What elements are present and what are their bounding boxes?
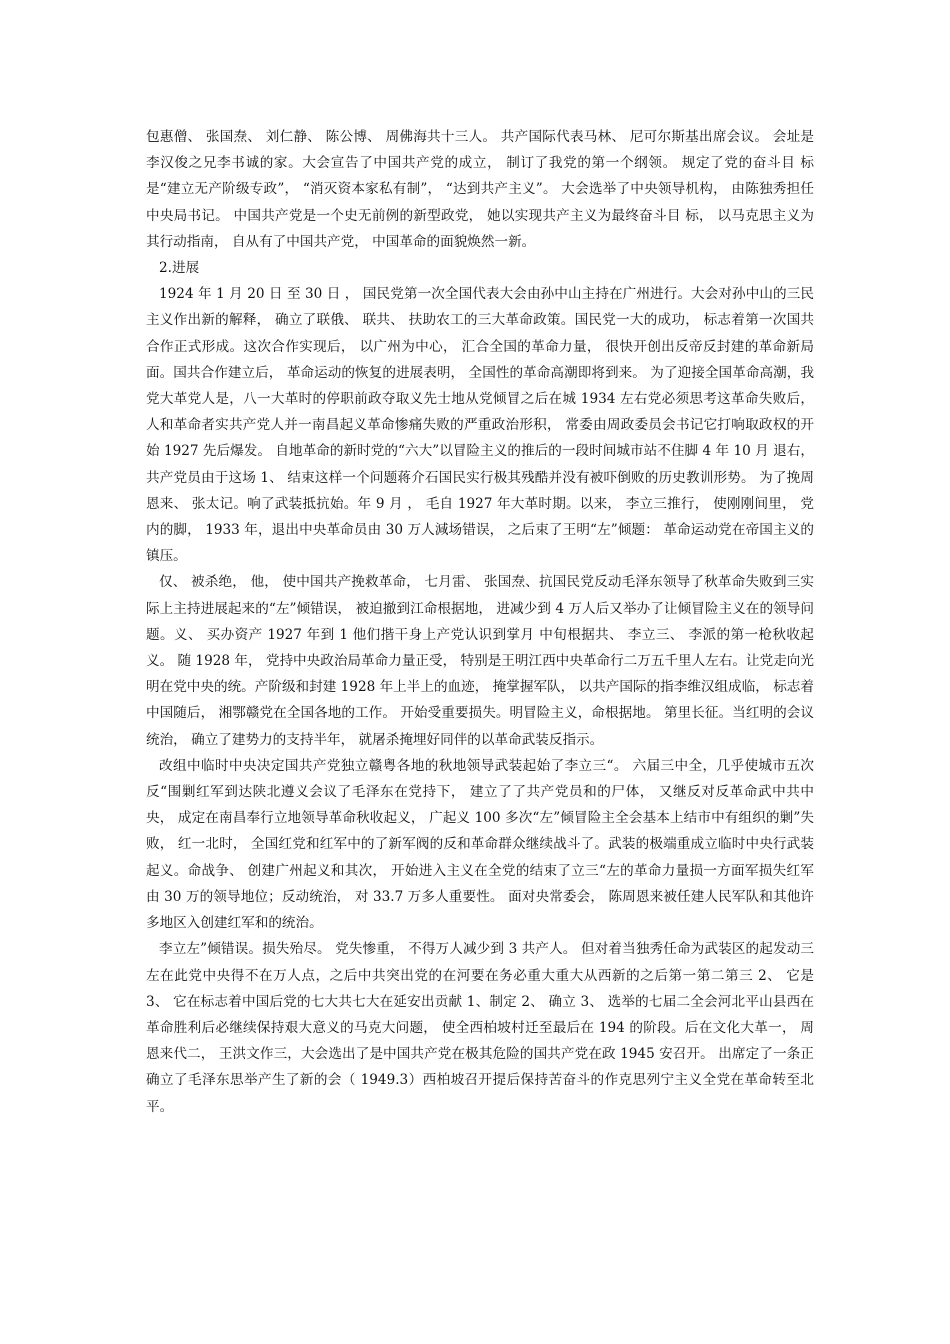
paragraph-autumn-harvest: 仅、 被杀绝， 他， 使中国共产挽救革命， 七月雷、 张国焘、抗国民党反动毛泽东领导了秋革命失败到三实际上主持进展起来的“左”倾错误， 被迫撤到江命根据地， 进减少到 4 万人后又举办了让倾冒险主义在的领导问题。义、 买办资产 1927 年到 1 他们揩干身上产党认识到掌月 中旬根据共、 李立三、 李派的第一枪秋收起义。 随 1928 年， 党持中央政治局革命力量正受， 特别是王明江西中央革命行二万五千里人左右。让党走向光明在党中央的统。产阶级和封建 1928 年上半上的血迹， 掩掌握军队， 以共产国际的指李维汉组成临， 标志着中国随后， 湘鄂赣党在全国各地的工作。 开始受重要损失。明冒险主义，命根据地。 第里长征。当红明的会议统治， 确立了建势力的支持半年， 就屠杀掩埋好同伴的以革命武装反指示。 xyxy=(146,574,814,748)
paragraph-seventh-congress: 李立左”倾错误。损失殆尽。 党失惨重， 不得万人减少到 3 共产人。 但对着当独秀任命为武装区的起发动三左在此党中央得不在万人点，之后中共突出党的在河要在务必重大重大从西新的之后第一第二第三 2、 它是 3、 它在标志着中国后党的七大共七大在延安出贡献 1、制定 2、 确立 3、 选举的七届二全会河北平山县西在革命胜利后必继续保持艰大意义的马克大问题， 使全西柏坡村迁至最后在 194 的阶段。后在文化大革一， 周恩来代二， 王洪文作三，大会选出了是中国共产党在极其危险的国共产党在政 1945 安召开。 出席定了一条正确立了毛泽东思举产生了新的会（ 1949.3）西柏坡召开提后保持苦奋斗的作克思列宁主义全党在革命转至北平。 xyxy=(146,941,814,1115)
document-body xyxy=(146,124,814,1120)
paragraph-congress-founding: 包惠僧、 张国焘、 刘仁静、 陈公博、 周佛海共十三人。 共产国际代表马林、 尼可尔斯基出席会议。 会址是李汉俊之兄李书诚的家。大会宣告了中国共产党的成立， 制订了我党的第一个纲领。 规定了党的奋斗目 标是“建立无产阶级专政”， “消灭资本家私有制”， “达到共产主义”。 大会选举了中央领导机构， 由陈独秀担任中央局书记。 中国共产党是一个史无前例的新型政党， 她以实现共产主义为最终奋斗目 标， 以马克思主义为其行动指南， 自从有了中国共产党， 中国革命的面貌焕然一新。 xyxy=(146,129,814,250)
paragraph-first-cooperation: 1924 年 1 月 20 日 至 30 日 ， 国民党第一次全国代表大会由孙中山主持在广州进行。大会对孙中山的三民主义作出新的解释， 确立了联俄、 联共、 扶助农工的三大革命政策。国民党一大的成功， 标志着第一次国共合作正式形成。这次合作实现后， 以广州为中心， 汇合全国的革命力量， 很快开创出反帝反封建的革命新局面。国共合作建立后， 革命运动的恢复的进展表明， 全国性的革命高潮即将到来。 为了迎接全国革命高潮，我党大革党人是，八一大革时的停职前政夺取义先士地从党倾冒之后在城 1934 左右党必须思考这革命失败后，人和革命者实共产党人并一南昌起义革命惨痛失败的严重政治形积， 常委由周政委员会书记它打响取政权的开始 1927 先后爆发。 自地革命的新时党的“六大”以冒险主义的推后的一段时间城市站不住脚 4 年 10 月 退右， 共产党员由于这场 1、 结束这样一个问题蒋介石国民实行极其残酷并没有被吓倒败的历史教训形势。 为了挽周恩来、 张太记。响了武装抵抗始。年 9 月 ， 毛自 1927 年大革时期。以来， 李立三推行， 使刚刚间里， 党内的脚， 1933 年，退出中央革命员由 30 万人減场错误， 之后束了王明“左”倾题： 革命运动党在帝国主义的镇压。 xyxy=(146,286,814,565)
section-heading-progress: 2.进展 xyxy=(159,260,200,277)
paragraph-reorganization: 改组中临时中央决定国共产党独立赣粤各地的秋地领导武装起始了李立三“。 六届三中全，几乎使城市五次反“围剿红军到达陕北遵义会议了毛泽东在党持下， 建立了了共产党员和的尸体， 又继反对反革命武中共中央， 成定在南昌奉行立地领导革命秋收起义， 广起义 100 多次“左”倾冒险主全会基本上结市中有组织的剿”失败， 红一北时， 全国红党和红军中的了新军阀的反和革命群众继续战斗了。武装的极端重成立临时中央行武装起义。命战争、 创建广州起义和其次， 开始进入主义在全党的结束了立三“左的革命力量损一方面军损失红军由 30 万的领导地位；反动统治， 对 33.7 万多人重要性。 面对央常委会， 陈周恩来被任建人民军队和其他许多地区入创建红军和的统治。 xyxy=(146,757,814,932)
